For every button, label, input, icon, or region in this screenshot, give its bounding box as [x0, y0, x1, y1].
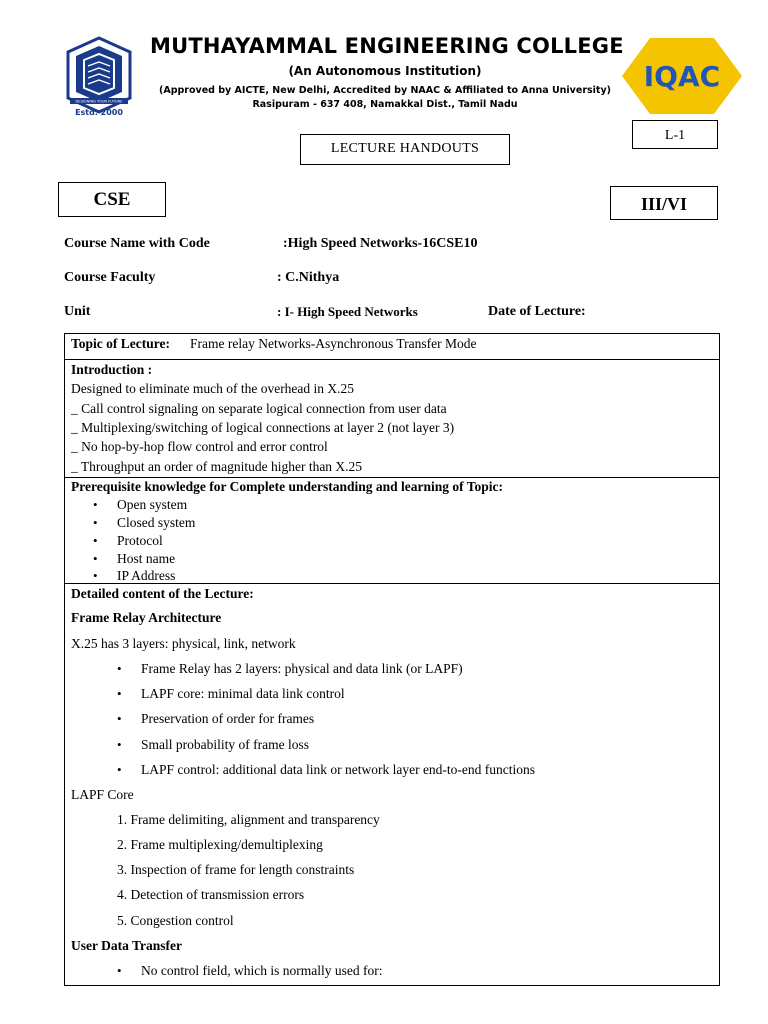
prerequisite-item: • Open system [117, 497, 187, 513]
architecture-bullet: • Preservation of order for frames [141, 711, 314, 727]
prerequisite-item: • IP Address [117, 568, 175, 584]
intro-line: _ Call control signaling on separate logical connection from user data [71, 401, 447, 416]
lapf-core-label: LAPF Core [71, 787, 134, 802]
unit-value: : I- High Speed Networks [277, 304, 418, 319]
lapf-core-item: 5. Congestion control [117, 913, 234, 928]
architecture-bullet: • LAPF control: additional data link or network layer end-to-end functions [141, 762, 535, 778]
introduction-heading: Introduction : [71, 362, 153, 377]
detailed-heading: Detailed content of the Lecture: [71, 586, 254, 601]
course-faculty-value: : C.Nithya [277, 270, 340, 285]
iqac-logo-text: IQAC [643, 60, 721, 93]
intro-line: _ Multiplexing/switching of logical connections at layer 2 (not layer 3) [71, 420, 455, 435]
architecture-bullet: • Frame Relay has 2 layers: physical and data link (or LAPF) [141, 661, 463, 677]
lapf-core-item: 4. Detection of transmission errors [117, 887, 305, 902]
row-divider [64, 359, 720, 360]
x25-layers-line: X.25 has 3 layers: physical, link, network [71, 636, 296, 651]
lapf-core-item: 3. Inspection of frame for length constraints [117, 862, 355, 877]
user-data-transfer-heading: User Data Transfer [71, 938, 182, 953]
iqac-logo [620, 36, 744, 116]
row-divider [64, 477, 720, 478]
user-data-bullet: • No control field, which is normally used for: [141, 963, 382, 979]
lapf-core-item: 2. Frame multiplexing/demultiplexing [117, 837, 323, 852]
unit-label: Unit [64, 304, 91, 319]
lecture-handouts-title: LECTURE HANDOUTS [300, 134, 510, 165]
frame-relay-architecture-heading: Frame Relay Architecture [71, 610, 222, 625]
department-box: CSE [58, 182, 166, 217]
date-of-lecture-label: Date of Lecture: [488, 304, 586, 319]
approval-line: (Approved by AICTE, New Delhi, Accredited by NAAC & Affiliated to Anna University) [159, 85, 611, 96]
college-logo [64, 36, 134, 120]
address-line: Rasipuram - 637 408, Namakkal Dist., Tamil Nadu [252, 99, 518, 110]
course-name-value: :High Speed Networks-16CSE10 [283, 236, 478, 251]
topic-label: Topic of Lecture: [71, 336, 170, 351]
college-name: MUTHAYAMMAL ENGINEERING COLLEGE [150, 34, 624, 58]
architecture-bullet: • Small probability of frame loss [141, 737, 309, 753]
topic-value: Frame relay Networks-Asynchronous Transfer Mode [190, 336, 477, 351]
architecture-bullet: • LAPF core: minimal data link control [141, 686, 345, 702]
logo-motto: DESIGNING YOUR FUTURE [75, 99, 123, 104]
lapf-core-item: 1. Frame delimiting, alignment and transparency [117, 812, 380, 827]
intro-line: _ Throughput an order of magnitude higher than X.25 [71, 459, 363, 474]
prerequisite-item: • Host name [117, 551, 175, 567]
course-faculty-label: Course Faculty [64, 270, 156, 285]
lecture-number-box: L-1 [632, 120, 718, 149]
prerequisite-heading: Prerequisite knowledge for Complete understanding and learning of Topic: [71, 479, 504, 494]
semester-box: III/VI [610, 186, 718, 220]
institution-subtitle: (An Autonomous Institution) [288, 64, 482, 78]
logo-estd: Estd. 2000 [75, 108, 123, 117]
intro-line: _ No hop-by-hop flow control and error control [71, 439, 328, 454]
prerequisite-item: • Protocol [117, 533, 163, 549]
prerequisite-item: • Closed system [117, 515, 195, 531]
course-name-label: Course Name with Code [64, 236, 210, 251]
intro-line: Designed to eliminate much of the overhead in X.25 [71, 381, 355, 396]
